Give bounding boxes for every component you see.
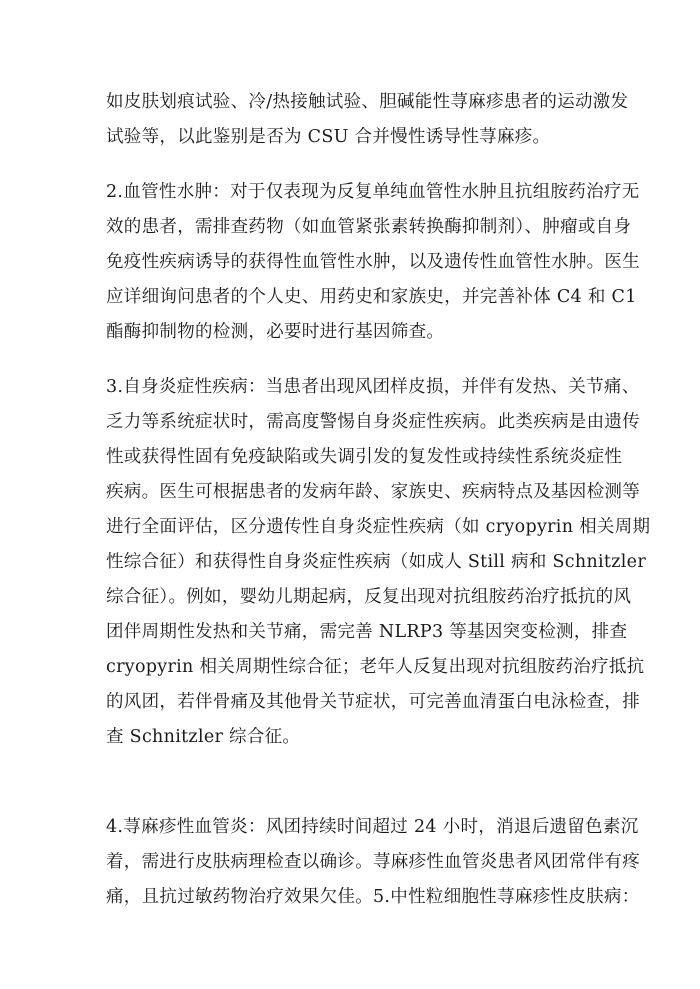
text-line: 团伴周期性发热和关节痛，需完善 NLRP3 等基因突变检测，排查 xyxy=(106,622,628,642)
paragraph-autoinflammatory xyxy=(106,370,651,755)
paragraph-urticarial-vasculitis xyxy=(106,810,640,915)
paragraph-test-methods xyxy=(106,85,629,155)
text-line: 效的患者，需排查药物（如血管紧张素转换酶抑制剂）、肿瘤或自身 xyxy=(106,217,632,237)
text-line: 乏力等系统症状时，需高度警惕自身炎症性疾病。此类疾病是由遗传 xyxy=(106,412,640,432)
text-line: 试验等，以此鉴别是否为 CSU 合并慢性诱导性荨麻疹。 xyxy=(106,127,551,147)
text-line: 4.荨麻疹性血管炎：风团持续时间超过 24 小时，消退后遗留色素沉 xyxy=(106,817,639,837)
text-line: 免疫性疾病诱导的获得性血管性水肿，以及遗传性血管性水肿。医生 xyxy=(106,252,640,272)
text-line: 进行全面评估，区分遗传性自身炎症性疾病（如 cryopyrin 相关周期 xyxy=(106,517,651,537)
text-line: 综合征）。例如，婴幼儿期起病，反复出现对抗组胺药治疗抵抗的风 xyxy=(106,587,632,607)
text-line: 着，需进行皮肤病理检查以确诊。荨麻疹性血管炎患者风团常伴有疼 xyxy=(106,852,640,872)
text-line: 查 Schnitzler 综合征。 xyxy=(106,727,301,747)
text-line: 3.自身炎症性疾病：当患者出现风团样皮损，并伴有发热、关节痛、 xyxy=(106,377,640,397)
text-line: 应详细询问患者的个人史、用药史和家族史，并完善补体 C4 和 C1 xyxy=(106,287,637,307)
text-line: 痛，且抗过敏药物治疗效果欠佳。5.中性粒细胞性荨麻疹性皮肤病： xyxy=(106,887,640,907)
paragraph-angioedema xyxy=(106,175,640,350)
text-line: 的风团，若伴骨痛及其他骨关节症状，可完善血清蛋白电泳检查，排 xyxy=(106,692,640,712)
text-line: 性或获得性固有免疫缺陷或失调引发的复发性或持续性系统炎症性 xyxy=(106,447,623,467)
text-line: 酯酶抑制物的检测，必要时进行基因筛查。 xyxy=(106,322,445,342)
text-line: 如皮肤划痕试验、冷/热接触试验、胆碱能性荨麻疹患者的运动激发 xyxy=(106,92,629,112)
text-line: 疾病。医生可根据患者的发病年龄、家族史、疾病特点及基因检测等 xyxy=(106,482,640,502)
text-line: 2.血管性水肿：对于仅表现为反复单纯血管性水肿且抗组胺药治疗无 xyxy=(106,182,640,202)
text-line: 性综合征）和获得性自身炎症性疾病（如成人 Still 病和 Schnitzler xyxy=(106,552,646,572)
text-line: cryopyrin 相关周期性综合征；老年人反复出现对抗组胺药治疗抵抗 xyxy=(106,657,645,677)
